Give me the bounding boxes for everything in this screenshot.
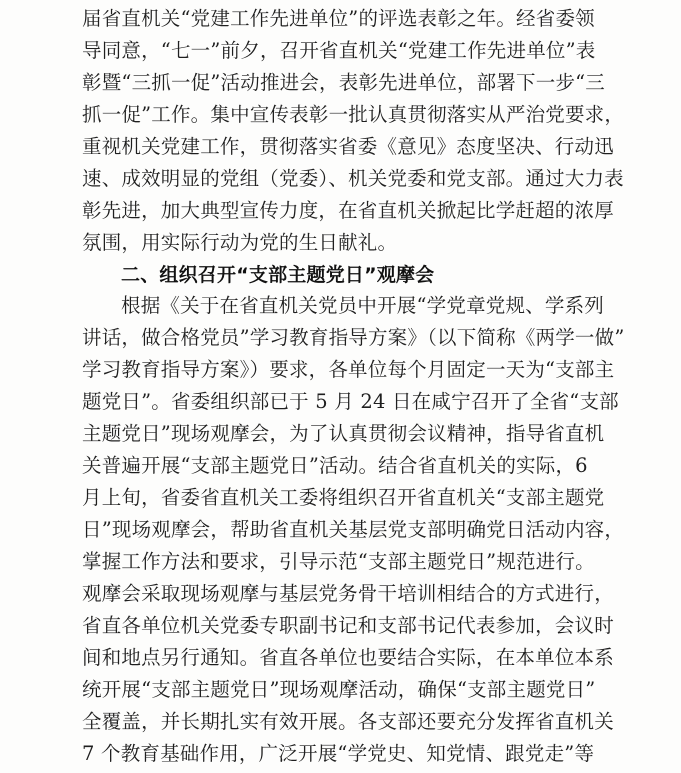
text-line-13: 题党日”。省委组织部已于 5 月 24 日在咸宁召开了全省“支部 <box>82 390 619 413</box>
text-line-8: 氛围，用实际行动为党的生日献礼。 <box>82 231 398 254</box>
section-heading: 二、组织召开“支部主题党日”观摩会 <box>121 264 435 286</box>
text-line-3: 彰暨“三抓一促”活动推进会，表彰先进单位，部署下一步“三 <box>82 71 606 94</box>
text-line-15: 关普遍开展“支部主题党日”活动。结合省直机关的实际，6 <box>82 454 588 477</box>
text-line-11: 讲话，做合格党员”学习教育指导方案》（以下简称《两学一做” <box>82 326 625 349</box>
text-line-1: 届省直机关“党建工作先进单位”的评选表彰之年。经省委领 <box>82 7 595 30</box>
text-line-14: 主题党日”现场观摩会，为了认真贯彻会议精神，指导省直机 <box>82 422 605 445</box>
text-line-12: 学习教育指导方案》）要求，各单位每个月固定一天为“支部主 <box>82 358 615 381</box>
text-line-2: 导同意，“七一”前夕，召开省直机关“党建工作先进单位”表 <box>82 39 596 62</box>
text-line-22: 统开展“支部主题党日”现场观摩活动，确保“支部主题党日” <box>82 678 596 701</box>
text-line-18: 掌握工作方法和要求，引导示范“支部主题党日”规范进行。 <box>82 550 595 573</box>
text-line-6: 速、成效明显的党组（党委）、机关党委和党支部。通过大力表 <box>82 167 624 190</box>
text-line-10: 根据《关于在省直机关党员中开展“学党章党规、学系列 <box>121 294 604 317</box>
text-line-17: 日”现场观摩会，帮助省直机关基层党支部明确党日活动内容， <box>82 518 625 541</box>
text-line-21: 间和地点另行通知。省直各单位也要结合实际，在本单位本系 <box>82 646 614 669</box>
text-line-23: 全覆盖，并长期扎实有效开展。各支部还要充分发挥省直机关 <box>82 710 614 733</box>
text-line-20: 省直各单位机关党委专职副书记和支部书记代表参加，会议时 <box>82 614 614 637</box>
text-line-16: 月上旬，省委省直机关工委将组织召开省直机关“支部主题党 <box>82 486 605 509</box>
text-line-4: 抓一促”工作。集中宣传表彰一批认真贯彻落实从严治党要求， <box>82 103 625 126</box>
text-line-24: 7 个教育基础作用，广泛开展“学党史、知党情、跟党走”等 <box>82 742 595 765</box>
text-line-5: 重视机关党建工作，贯彻落实省委《意见》态度坚决、行动迅 <box>82 135 614 158</box>
text-line-19: 观摩会采取现场观摩与基层党务骨干培训相结合的方式进行， <box>82 582 614 605</box>
text-line-7: 彰先进，加大典型宣传力度，在省直机关掀起比学赶超的浓厚 <box>82 199 614 222</box>
